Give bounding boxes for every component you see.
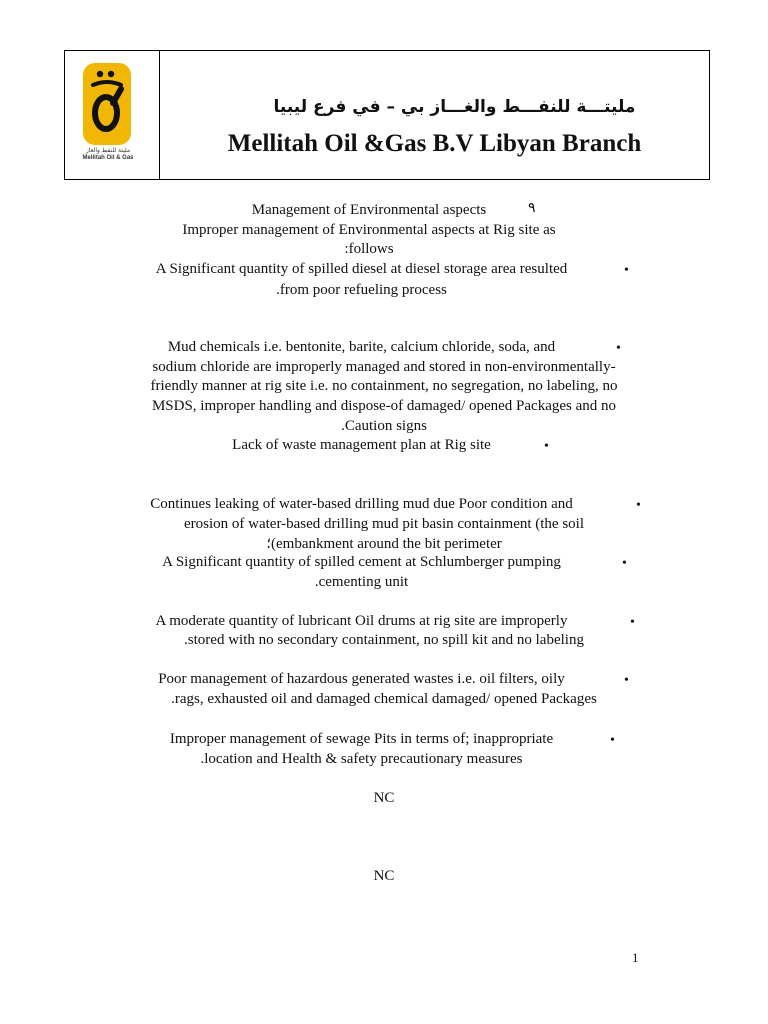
heading-marker: ٩ (528, 201, 536, 216)
list-item-line: .Caution signs (341, 418, 427, 434)
bullet-icon: • (636, 498, 641, 513)
bullet-icon: • (544, 439, 549, 454)
bullet-icon: • (630, 615, 635, 630)
list-item-line: .stored with no secondary containment, no spill kit and no labeling (184, 632, 584, 648)
list-item-line: A Significant quantity of spilled cement at Schlumberger pumping (162, 554, 561, 570)
logo-cell (65, 51, 160, 179)
list-item-line: MSDS, improper handling and dispose-of damaged/ opened Packages and no (151, 398, 617, 414)
company-title-arabic: مليتـــة للنفـــط والغـــاز بي – في فرع ليبيا (273, 97, 636, 117)
bullet-icon: • (624, 673, 629, 688)
nc-label: NC (373, 868, 395, 884)
heading-line: :follows (344, 241, 394, 257)
document-header (64, 50, 710, 180)
bullet-icon: • (624, 263, 629, 278)
list-item-line: .from poor refueling process (276, 282, 447, 298)
bullet-icon: • (610, 733, 615, 748)
bullet-icon: • (622, 556, 627, 571)
list-item-line: Continues leaking of water-based drilling mud due Poor condition and (150, 496, 573, 512)
page-number: 1 (632, 950, 639, 965)
list-item-line: .location and Health & safety precautionary measures (200, 751, 523, 767)
list-item-line: Improper management of sewage Pits in terms of; inappropriate (169, 731, 554, 747)
heading-line: Management of Environmental aspects (251, 202, 487, 218)
bullet-icon: • (616, 341, 621, 356)
list-item-line: ؛(embankment around the bit perimeter (266, 536, 502, 552)
heading-line: Improper management of Environmental aspects at Rig site as (182, 222, 556, 238)
list-item-line: erosion of water-based drilling mud pit basin containment (the soil (183, 516, 585, 532)
list-item-line: Poor management of hazardous generated wastes i.e. oil filters, oily (158, 671, 565, 687)
list-item-line: A moderate quantity of lubricant Oil drums at rig site are improperly (155, 613, 568, 629)
list-item-line: Lack of waste management plan at Rig site (232, 437, 491, 453)
logo-caption-english: Mellitah Oil & Gas (82, 155, 134, 161)
list-item-line: Mud chemicals i.e. bentonite, barite, calcium chloride, soda, and (167, 339, 556, 355)
list-item-line: .rags, exhausted oil and damaged chemical damaged/ opened Packages (171, 691, 597, 707)
list-item-line: .cementing unit (314, 574, 409, 590)
company-title-english: Mellitah Oil &Gas B.V Libyan Branch (227, 130, 642, 157)
list-item-line: sodium chloride are improperly managed and stored in non-environmentally- (152, 359, 616, 375)
nc-label: NC (373, 790, 395, 806)
mellitah-logo-icon (83, 63, 131, 145)
list-item-line: A Significant quantity of spilled diesel at diesel storage area resulted (155, 261, 568, 277)
list-item-line: friendly manner at rig site i.e. no containment, no segregation, no labeling, no (150, 378, 618, 394)
logo-caption-arabic: مليتة للنفط والغاز (85, 147, 131, 154)
